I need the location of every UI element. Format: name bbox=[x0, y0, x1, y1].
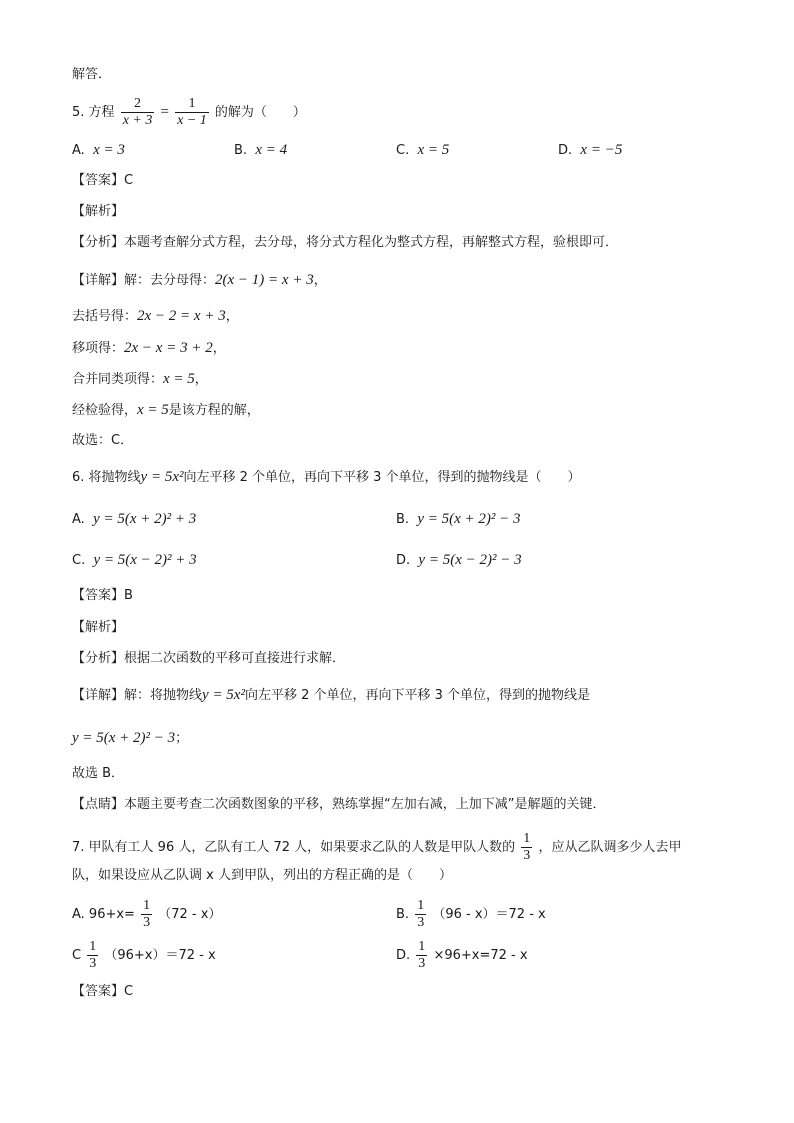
q7-option-a-fraction: $\frac{1}{3}$ bbox=[143, 898, 151, 930]
q5-option-a: A. x = 3 bbox=[72, 142, 125, 158]
q5-step-5: 经检验得，x = 5是该方程的解， bbox=[72, 402, 260, 418]
q7-option-d: D. $\frac{1}{3}$ ×96+x=72 - x bbox=[396, 939, 528, 971]
q5-fraction-2: $\frac{1}{x - 1}$ bbox=[177, 96, 207, 128]
q5-choose: 故选：C． bbox=[72, 433, 134, 448]
q7-stem-line-1: 7. 甲队有工人 96 人，乙队有工人 72 人，如果要求乙队的人数是甲队人数的 $\frac{1}{3}$ ，应从乙队调多少人去甲 bbox=[72, 831, 682, 863]
q5-option-b: B. x = 4 bbox=[234, 142, 288, 158]
q6-dianjing: 【点睛】本题主要考查二次函数图象的平移，熟练掌握“左加右减，上加下减”是解题的关键． bbox=[72, 797, 606, 812]
q5-analysis-heading: 【解析】 bbox=[72, 204, 125, 219]
q5-suffix: 的解为（ ） bbox=[214, 105, 306, 120]
q7-stem-line-2: 队，如果设应从乙队调 x 人到甲队，列出的方程正确的是（ ） bbox=[72, 868, 452, 883]
q6-answer: 【答案】B bbox=[72, 588, 133, 603]
q5-step-3: 移项得：2x − x = 3 + 2， bbox=[72, 340, 226, 356]
q5-fenxi: 【分析】本题考查解分式方程，去分母，将分式方程化为整式方程，再解整式方程，验根即可． bbox=[72, 235, 619, 250]
q7-option-c-fraction: $\frac{1}{3}$ bbox=[89, 939, 97, 971]
q6-analysis-heading: 【解析】 bbox=[72, 620, 125, 635]
q6-option-b: B. y = 5(x + 2)² − 3 bbox=[396, 511, 521, 527]
q6-option-d: D. y = 5(x − 2)² − 3 bbox=[396, 552, 522, 568]
q6-fenxi: 【分析】根据二次函数的平移可直接进行求解． bbox=[72, 651, 346, 666]
q7-option-b-fraction: $\frac{1}{3}$ bbox=[417, 898, 425, 930]
q5-number: 5. 方程 bbox=[72, 105, 115, 120]
q4-tail: 解答． bbox=[72, 67, 112, 82]
q5-option-d: D. x = −5 bbox=[558, 142, 623, 158]
q5-step-4: 合并同类项得：x = 5， bbox=[72, 371, 208, 387]
q7-option-b: B. $\frac{1}{3}$ （96 - x）＝72 - x bbox=[396, 898, 546, 930]
q6-option-a: A. y = 5(x + 2)² + 3 bbox=[72, 511, 197, 527]
q6-result: y = 5(x + 2)² − 3； bbox=[72, 730, 189, 746]
q5-fraction-1: $\frac{2}{x + 3}$ bbox=[122, 96, 153, 128]
q5-option-c: C. x = 5 bbox=[396, 142, 450, 158]
q5-step-2: 去括号得：2x − 2 = x + 3， bbox=[72, 308, 239, 324]
q6-stem: 6. 将抛物线y = 5x²向左平移 2 个单位，再向下平移 3 个单位，得到的抛物线是（ ） bbox=[72, 469, 581, 485]
q7-option-a: A. 96+x= $\frac{1}{3}$ （72 - x） bbox=[72, 898, 222, 930]
q7-option-c: C $\frac{1}{3}$ （96+x）＝72 - x bbox=[72, 939, 216, 971]
q7-option-d-fraction: $\frac{1}{3}$ bbox=[418, 939, 426, 971]
q5-detail: 【详解】解：去分母得：2(x − 1) = x + 3， bbox=[72, 272, 327, 288]
q5-stem: 5. 方程 $\frac{2}{x + 3}$ = $\frac{1}{x - 1}$ 的解为（ ） bbox=[72, 96, 306, 128]
q7-fraction: $\frac{1}{3}$ bbox=[523, 831, 531, 863]
q6-option-c: C. y = 5(x − 2)² + 3 bbox=[72, 552, 197, 568]
q7-answer: 【答案】C bbox=[72, 984, 134, 999]
q6-choose: 故选 B． bbox=[72, 766, 125, 781]
q6-detail: 【详解】解：将抛物线y = 5x²向左平移 2 个单位，再向下平移 3 个单位，得到的抛物线是 bbox=[72, 687, 591, 703]
q5-answer: 【答案】C bbox=[72, 173, 134, 188]
